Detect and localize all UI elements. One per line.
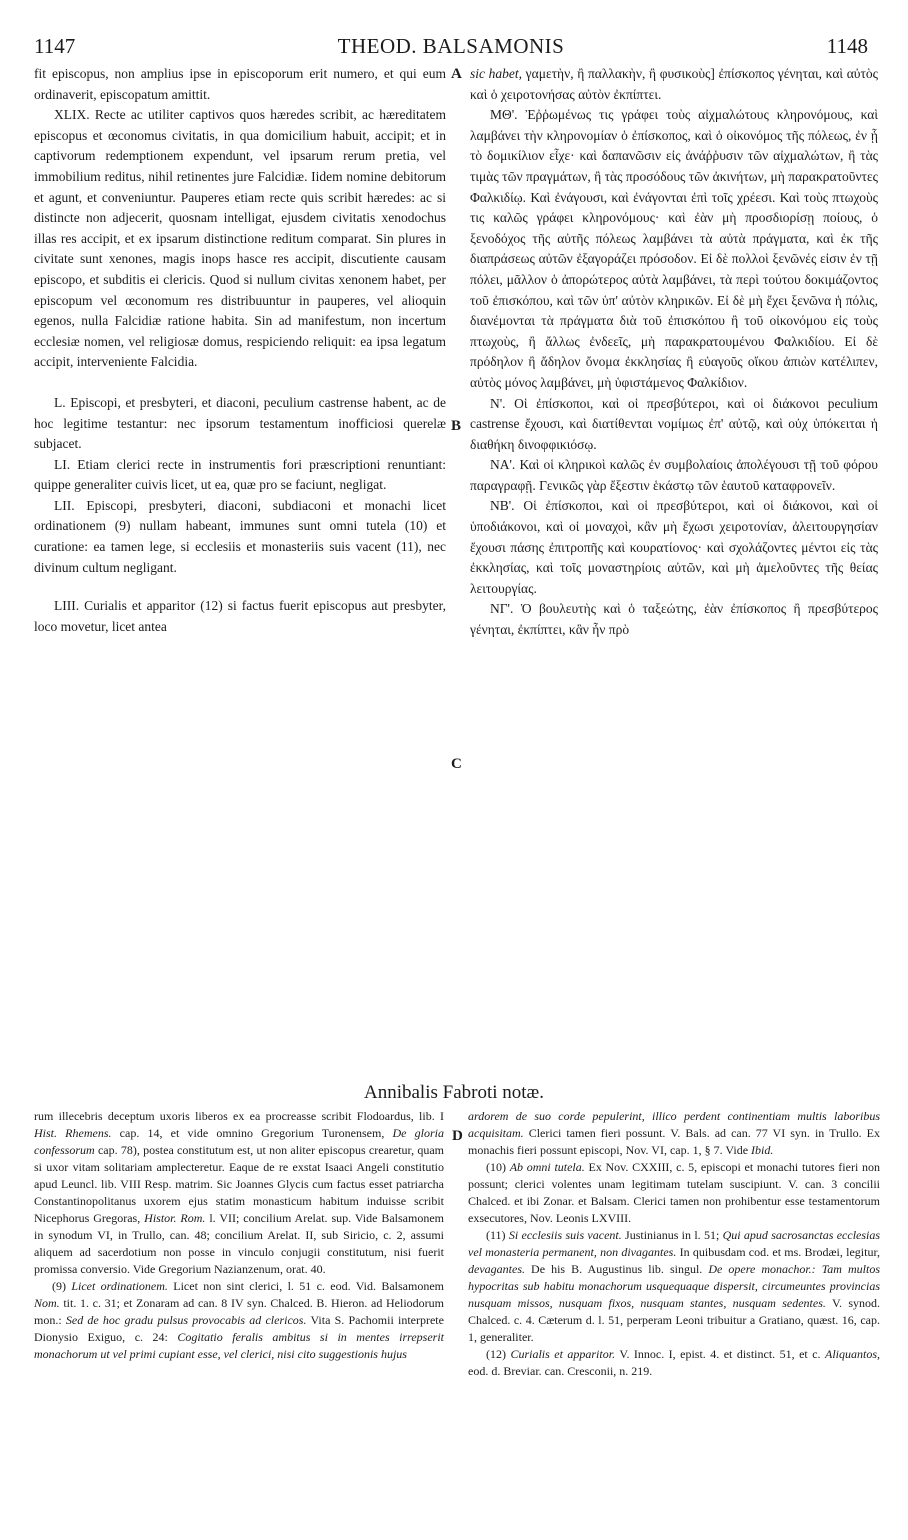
note-italic: De gloria confessorum xyxy=(34,1126,444,1157)
note-italic: Qui apud sacrosanctas ecclesias vel monasteria permanent, non divagantes. xyxy=(468,1228,881,1259)
note-italic: Sed de hoc gradu pulsus provocabis ad clericos. xyxy=(65,1313,307,1327)
note-text: In quibusdam cod. et ms. Brodæi, legitur, xyxy=(679,1245,880,1259)
running-title: THEOD. BALSAMONIS xyxy=(337,34,565,58)
note-text: eod. d. Breviar. can. Cresconii, n. 219. xyxy=(468,1364,653,1378)
note-text: tit. 1. c. 31; et Zonaram ad can. 8 IV syn. Chalced. B. Hieron. ad Heliodorum mon.: xyxy=(34,1296,445,1327)
note-text: V. Innoc. I, epist. 4. et distinct. 51, et c. xyxy=(619,1347,821,1361)
page-header xyxy=(34,34,868,60)
latin-paragraph-50: L. Episcopi, et presbyteri, et diaconi, peculium castrense habent, ac de hoc legitime testantur: nec ipsorum testamentum inofficiosi querelæ subjacet. xyxy=(34,394,446,452)
note-italic: Hist. Rhemens. xyxy=(34,1126,112,1140)
note-italic: Aliquantos, xyxy=(825,1347,881,1361)
note-italic: Nom. xyxy=(34,1296,60,1310)
notes-title: Annibalis Fabroti notæ. xyxy=(364,1082,544,1103)
note-10 xyxy=(468,1159,880,1227)
greek-intro-text: γαμετὴν, ἢ παλλακὴν, ἢ φυσικοὺς] ἐπίσκοπος γένηται, καὶ αὐτὸς καὶ ὁ χειροτονήσας αὐτὸν ἐκπίπτει. xyxy=(470,66,878,102)
greek-paragraph-49: ΜΘ'. Ἐῤῥωμένως τις γράφει τοὺς αἰχμαλώτους κληρονόμους, καὶ λαμβάνει τὴν κληρονομίαν ὁ ἐπίσκοπος, καὶ ὁ οἰκονόμος τῆς πόλεως, ἐν ᾗ τὸ δομικίλιον εἶχε· καὶ δαπανῶσιν εἰς ἀνάῤῥυσιν τῶν αἰχμαλώτων, ἢ τὰς τιμὰς τῶν πραγμάτων, ἢ τὰς προσόδους τῶν ἀκινήτων, μὴ παρακρατοῦντες Φαλκιδίῳ. Καὶ ἐνάγουσι, καὶ ἐνάγονται ἐπὶ τοῖς χρέεσι. Καὶ τοὺς πτωχοὺς τις καλῶς γράφει κληρονόμους· καὶ ἐὰν μὴ προσδιορίσῃ ποίους, ὁ ξενοδόχος τῆς αὐτῆς πόλεως λαμβάνει τὰ αὐτὰ πράγματα, καὶ ἐκ τῆς διαπράσεως αὐτῶν ἐξαγοράζει πρόσοδον. Εἰ δὲ πολλοὶ ξενῶνές εἰσιν ἐν τῇ πόλει, μᾶλλον ὁ ἀπορώτερος αὐτὰ λαμβάνει, τὰ περὶ τούτου δοκιμάζοντος τοῦ ἐπισκόπου, καὶ τῶν ὑπ' αὐτὸν κληρικῶν. Εἰ δὲ μὴ ἔχει ξενῶνα ἡ πόλις, διανέμονται τὰ πράγματα διὰ τοῦ ἐπισκόπου ἢ τοῦ οἰκονόμου εἰς τοὺς πτωχοὺς, ἢ ἄλλως ἐνδεεῖς, μὴ παρακρατουμένου Φαλκιδίου. Εἰ δὲ πρόδηλον ἢ ἄδηλον ὄνομα ἐκκλησίας ἢ εὐαγοῦς οἴκου ἀπιὼν κατέλιπεν, αὐτὸς μόνος λαμβάνει, μὴ ὑφιστάμενος Φαλκίδιον. xyxy=(470,107,878,390)
greek-paragraph-52: ΝΒ'. Οἱ ἐπίσκοποι, καὶ οἱ πρεσβύτεροι, καὶ οἱ διάκονοι, καὶ οἱ ὑποδιάκονοι, καὶ οἱ μοναχοὶ, κἂν μὴ ἔχωσι χειροτονίαν, ἀλειτουργησίαν ἔχουσι πάσης ἐπιτροπῆς καὶ κουρατίονος· καὶ σχολάζοντες μέντοι εἰς τὰς ἐκκλησίας, καὶ τοῖς μοναστηρίοις αὐτῶν, καὶ μὴ ἀμελοῦντες τῆς θείας λειτουργίας. xyxy=(470,498,878,596)
greek-paragraph-50: Ν'. Οἱ ἐπίσκοποι, καὶ οἱ πρεσβύτεροι, καὶ οἱ διάκονοι peculium castrense ἔχουσι, καὶ διατίθενται νομίμως ἐπ' αὐτῷ, καὶ οὐχ ὑπόκειται ἡ διαθήκη δινοφφικιόσῳ. xyxy=(470,395,878,452)
note-continuation xyxy=(34,1108,444,1278)
latin-paragraph-intro: fit episcopus, non amplius ipse in episcoporum erit numero, et qui eum ordinaverit, episcopatum amittit. xyxy=(34,66,446,102)
note-number: (11) xyxy=(486,1228,506,1242)
note-italic: De opere monachor.: Tam multos hypocritas sub habitu monachorum usquequaque dispersit, circumeuntes provincias nusquam missos, nusquam fixos, nusquam stantes, nusquam sedentes. xyxy=(468,1262,881,1310)
note-italic: ardorem de suo corde pepulerint, illico perdent continentiam multis laboribus acquisitam. xyxy=(468,1109,880,1140)
note-number: (9) xyxy=(52,1279,66,1293)
note-text: rum illecebris deceptum uxoris liberos ex ea procreasse scribit Flodoardus, lib. I xyxy=(34,1109,444,1123)
notes-right-column xyxy=(468,1108,880,1380)
note-italic: Curialis et apparitor. xyxy=(510,1347,616,1361)
latin-paragraph-49: XLIX. Recte ac utiliter captivos quos hæredes scribit, ac hæreditatem episcopus et œconomus civitatis, in qua domicilium habuit, accipit; et in captivorum redemptionem expendunt, vel ipsarum rerum pretia, vel immobilium reditus, nihil retinentes jure Falcidiæ. Iidem nomine debitorum et agunt, et conveniuntur. Pauperes etiam recte quis scribit hæredes: ac si distincte non adjecerit, quosnam intelligat, ejusdem civitatis xenodochus illas res accipit, et ex ipsarum distinctione reditum comparat. Sin plures in civitate sunt xenones, magis inops hasce res accipit, discutiente causam episcopo, et subditis ei clericis. Quod si nullum civitas xenonem habet, per episcopum vel œconomum res distribuuntur in pauperes, vel alioquin egenos, nulla Falcidiæ ratione habita. Sin ad manifestum, non incertum ecclesiæ nomen, vel religiosæ domus, respiciendo reliquit: ea ipsa legatum accipit, interveniente Falcidia. xyxy=(34,107,446,370)
note-text: Licet non sint clerici, l. 51 c. eod. Vid. Balsamonem xyxy=(173,1279,445,1293)
latin-paragraph-51: LI. Etiam clerici recte in instrumentis fori præscriptioni renuntiant: quippe generaliter cuivis licet, ut ea, quæ pro se faciunt, negligat. xyxy=(34,456,446,493)
note-italic: Si ecclesiis suis vacent. xyxy=(508,1228,622,1242)
greek-paragraph-intro xyxy=(470,64,878,105)
note-text: Justinianus in l. 51; xyxy=(625,1228,720,1242)
note-italic: Ibid. xyxy=(751,1143,774,1157)
note-italic: Licet ordinationem. xyxy=(71,1279,168,1293)
note-11 xyxy=(468,1227,880,1346)
latin-column xyxy=(34,64,446,637)
margin-marker-b: B xyxy=(451,418,462,434)
note-italic: Ab omni tutela. xyxy=(509,1160,585,1174)
greek-intro-italic: sic habet, xyxy=(470,66,523,81)
note-number: (10) xyxy=(486,1160,506,1174)
margin-marker-a: A xyxy=(451,66,462,82)
greek-paragraph-53: ΝΓ'. Ὁ βουλευτὴς καὶ ὁ ταξεώτης, ἐὰν ἐπίσκοπος ἢ πρεσβύτερος γένηται, ἐκπίπτει, κἂν ἦν πρὸ xyxy=(470,601,878,638)
note-text: cap. 78), postea constitutum est, ut non aliter episcopus crearetur, quam si uxor vitam solitariam amplecteretur. Eaque de re exstat Isaaci Angeli constitutio apud Leuncl. lib. VIII Resp. matrim. Sic Joannes Glycis cum factus esset patriarcha Constantinopolitanus uxorem ejus statim monasticum habitum induisse scribit Nicephorus Gregoras, xyxy=(34,1143,444,1225)
note-italic: Cogitatio feralis ambitus si in mentes irrepserit monachorum ut vel primi cupiant esse, vel clerici, nisi cito suggestionis hujus xyxy=(34,1330,445,1361)
note-text: Vita S. Pachomii interprete Dionysio Exiguo, c. 24: xyxy=(34,1313,444,1344)
page-number-left: 1147 xyxy=(34,34,76,58)
note-12 xyxy=(468,1346,880,1380)
latin-paragraph-52: LII. Episcopi, presbyteri, diaconi, subdiaconi et monachi licet ordinationem (9) nullam habeant, immunes sunt omni tutela (10) et curatione: ea tamen lege, si ecclesiis et monasteriis suis vacent (11), nec divinum cultum negligant. xyxy=(34,497,446,575)
note-number: (12) xyxy=(486,1347,506,1361)
notes-left-column xyxy=(34,1108,444,1363)
page-number-right: 1148 xyxy=(826,34,868,58)
latin-paragraph-53: LIII. Curialis et apparitor (12) si factus fuerit episcopus aut presbyter, loco movetur, licet antea xyxy=(34,598,446,634)
note-9 xyxy=(34,1278,444,1363)
note-text: Clerici tamen fieri possunt. V. Bals. ad can. 77 VI syn. in Trullo. Ex monachis fieri possunt episcopi, Nov. VI, cap. 1, § 7. Vide xyxy=(468,1126,881,1157)
greek-column xyxy=(470,64,878,641)
note-text: l. VII; concilium Arelat. sup. Vide Balsamonem in synodum VI, in Trullo, can. 48; concilium Arelat. II, sub Siricio, c. 2, assumi aliquem ad sacerdotium non posse in vinculo conjugii constitutum, nisi fuerit promissa conversio. Vide Gregorium Nazianzenum, orat. 40. xyxy=(34,1211,444,1276)
margin-marker-d: D xyxy=(452,1128,463,1144)
note-text: V. synod. Chalced. c. 4. Cæterum d. l. 51, perperam Leoni tribuitur a Gratiano, quæst. 16, cap. 1, generaliter. xyxy=(468,1296,880,1344)
note-text: Ex Nov. CXXIII, c. 5, episcopi et monachi tutores fieri non possunt; clerici volentes unam legitimam tutelam suscipiunt. V. can. 3 concilii Chalced. et ibi Zonar. et Balsam. Clerici tamen non prohibentur esse testamentorum exsecutores, Nov. Leonis LXVIII. xyxy=(468,1160,880,1225)
greek-paragraph-51: ΝΑ'. Καὶ οἱ κληρικοὶ καλῶς ἐν συμβολαίοις ἀπολέγουσι τῇ τοῦ φόρου παραγραφῇ. Γενικῶς γὰρ ἔξεστιν ἑκάστῳ τῶν ἑαυτοῦ καταφρονεῖν. xyxy=(470,457,878,493)
margin-marker-c: C xyxy=(451,756,462,772)
note-text: cap. 14, et vide omnino Gregorium Turonensem, xyxy=(119,1126,385,1140)
note-text: De his B. Augustinus lib. singul. xyxy=(531,1262,703,1276)
note-italic: devagantes. xyxy=(468,1262,525,1276)
note-continuation-right xyxy=(468,1108,880,1159)
note-italic: Histor. Rom. xyxy=(144,1211,206,1225)
